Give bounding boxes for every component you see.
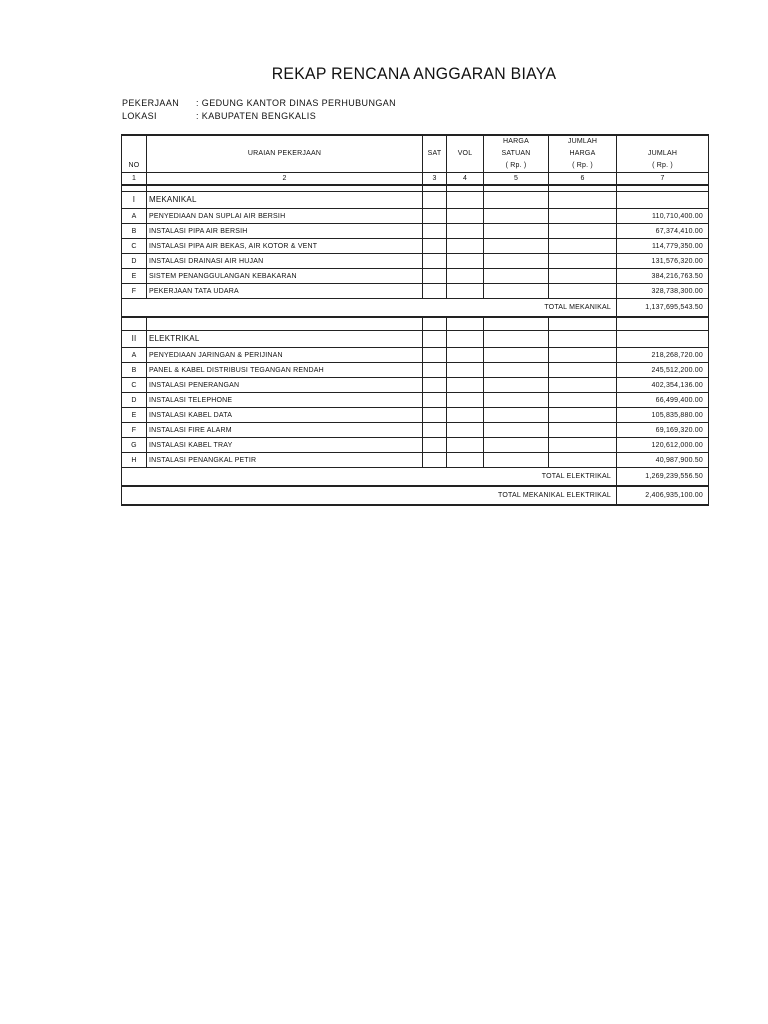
item-harga-satuan — [484, 393, 549, 408]
item-sat — [423, 378, 447, 393]
item-harga-satuan — [484, 209, 549, 224]
section-title: MEKANIKAL — [147, 192, 423, 209]
item-jumlah: 218,268,720.00 — [617, 348, 709, 363]
page-title: REKAP RENCANA ANGGARAN BIAYA — [271, 64, 557, 83]
item-no: H — [122, 453, 147, 468]
item-vol — [447, 239, 484, 254]
colnum: 2 — [147, 173, 423, 186]
grand-total-row — [122, 486, 709, 505]
item-no: A — [122, 348, 147, 363]
item-harga-satuan — [484, 453, 549, 468]
item-harga-satuan — [484, 378, 549, 393]
item-jumlah-harga — [549, 269, 617, 284]
rab-table — [121, 134, 709, 506]
blank-row — [122, 317, 709, 331]
item-vol — [447, 284, 484, 299]
table-row — [122, 408, 709, 423]
header-uraian: URAIAN PEKERJAAN — [147, 148, 423, 160]
header-row-2 — [122, 148, 709, 160]
item-harga-satuan — [484, 224, 549, 239]
table-row — [122, 363, 709, 378]
item-jumlah-harga — [549, 284, 617, 299]
colnum: 7 — [617, 173, 709, 186]
section-no: II — [122, 331, 147, 348]
header-row-1 — [122, 135, 709, 148]
item-sat — [423, 239, 447, 254]
item-jumlah: 40,987,900.50 — [617, 453, 709, 468]
item-vol — [447, 408, 484, 423]
item-no: D — [122, 393, 147, 408]
item-harga-satuan — [484, 438, 549, 453]
header-jumlah: JUMLAH — [549, 135, 617, 148]
total-mekanikal-label: TOTAL MEKANIKAL — [147, 299, 617, 318]
item-jumlah: 66,499,400.00 — [617, 393, 709, 408]
item-vol — [447, 348, 484, 363]
item-jumlah-harga — [549, 408, 617, 423]
column-numbers-row — [122, 173, 709, 186]
item-no: F — [122, 423, 147, 438]
total-mekanikal-row — [122, 299, 709, 318]
item-desc: INSTALASI PENANGKAL PETIR — [147, 453, 423, 468]
item-vol — [447, 423, 484, 438]
item-sat — [423, 269, 447, 284]
item-sat — [423, 393, 447, 408]
item-jumlah: 245,512,200.00 — [617, 363, 709, 378]
item-desc: PENYEDIAAN JARINGAN & PERIJINAN — [147, 348, 423, 363]
item-jumlah: 402,354,136.00 — [617, 378, 709, 393]
item-jumlah: 105,835,880.00 — [617, 408, 709, 423]
item-jumlah: 114,779,350.00 — [617, 239, 709, 254]
item-jumlah-harga — [549, 254, 617, 269]
item-no: G — [122, 438, 147, 453]
item-desc: INSTALASI KABEL TRAY — [147, 438, 423, 453]
total-elektrikal-value: 1,269,239,556.50 — [617, 468, 709, 487]
item-harga-satuan — [484, 269, 549, 284]
table-row — [122, 254, 709, 269]
item-jumlah: 328,738,300.00 — [617, 284, 709, 299]
item-vol — [447, 224, 484, 239]
item-vol — [447, 254, 484, 269]
item-sat — [423, 438, 447, 453]
header-rp-3: ( Rp. ) — [617, 160, 709, 173]
item-vol — [447, 363, 484, 378]
item-desc: INSTALASI PIPA AIR BERSIH — [147, 224, 423, 239]
lokasi-value: : KABUPATEN BENGKALIS — [196, 111, 317, 121]
mekanikal-items — [122, 209, 709, 299]
pekerjaan-label: PEKERJAAN — [122, 98, 180, 108]
item-desc: PANEL & KABEL DISTRIBUSI TEGANGAN RENDAH — [147, 363, 423, 378]
header-rp-1: ( Rp. ) — [484, 160, 549, 173]
item-harga-satuan — [484, 408, 549, 423]
table-row — [122, 269, 709, 284]
item-no: B — [122, 363, 147, 378]
item-sat — [423, 408, 447, 423]
header-no: NO — [122, 160, 147, 173]
header-rp-2: ( Rp. ) — [549, 160, 617, 173]
grand-total-value: 2,406,935,100.00 — [617, 486, 709, 505]
item-jumlah-harga — [549, 224, 617, 239]
item-jumlah-harga — [549, 209, 617, 224]
item-desc: INSTALASI PIPA AIR BEKAS, AIR KOTOR & VENT — [147, 239, 423, 254]
item-harga-satuan — [484, 254, 549, 269]
item-harga-satuan — [484, 363, 549, 378]
colnum: 6 — [549, 173, 617, 186]
item-desc: INSTALASI DRAINASI AIR HUJAN — [147, 254, 423, 269]
total-elektrikal-label: TOTAL ELEKTRIKAL — [147, 468, 617, 487]
lokasi-label: LOKASI — [122, 111, 157, 121]
total-elektrikal-row — [122, 468, 709, 487]
item-sat — [423, 209, 447, 224]
table-row — [122, 284, 709, 299]
item-jumlah-harga — [549, 378, 617, 393]
item-jumlah: 131,576,320.00 — [617, 254, 709, 269]
item-vol — [447, 438, 484, 453]
header-satuan: SATUAN — [484, 148, 549, 160]
item-vol — [447, 378, 484, 393]
item-harga-satuan — [484, 284, 549, 299]
item-no: E — [122, 269, 147, 284]
item-harga-satuan — [484, 423, 549, 438]
table-row — [122, 453, 709, 468]
item-no: F — [122, 284, 147, 299]
item-vol — [447, 209, 484, 224]
table-row — [122, 423, 709, 438]
item-sat — [423, 284, 447, 299]
header-jumlah-col: JUMLAH — [617, 148, 709, 160]
colnum: 1 — [122, 173, 147, 186]
colnum: 5 — [484, 173, 549, 186]
item-jumlah-harga — [549, 363, 617, 378]
colnum: 4 — [447, 173, 484, 186]
header-harga: HARGA — [484, 135, 549, 148]
total-mekanikal-value: 1,137,695,543.50 — [617, 299, 709, 318]
item-harga-satuan — [484, 348, 549, 363]
item-desc: INSTALASI PENERANGAN — [147, 378, 423, 393]
header-sat: SAT — [423, 148, 447, 160]
table-row — [122, 438, 709, 453]
item-desc: INSTALASI KABEL DATA — [147, 408, 423, 423]
item-no: A — [122, 209, 147, 224]
item-desc: INSTALASI TELEPHONE — [147, 393, 423, 408]
header-harga-2: HARGA — [549, 148, 617, 160]
item-sat — [423, 423, 447, 438]
item-no: B — [122, 224, 147, 239]
table-row — [122, 393, 709, 408]
table-row — [122, 348, 709, 363]
info-pekerjaan — [122, 98, 396, 108]
item-jumlah-harga — [549, 453, 617, 468]
item-vol — [447, 269, 484, 284]
item-sat — [423, 363, 447, 378]
header-row-3 — [122, 160, 709, 173]
item-sat — [423, 254, 447, 269]
item-desc: SISTEM PENANGGULANGAN KEBAKARAN — [147, 269, 423, 284]
item-no: E — [122, 408, 147, 423]
item-vol — [447, 453, 484, 468]
section-no: I — [122, 192, 147, 209]
item-jumlah: 384,216,763.50 — [617, 269, 709, 284]
header-vol: VOL — [447, 148, 484, 160]
table-row — [122, 239, 709, 254]
colnum: 3 — [423, 173, 447, 186]
item-vol — [447, 393, 484, 408]
item-sat — [423, 348, 447, 363]
item-jumlah-harga — [549, 239, 617, 254]
item-desc: PENYEDIAAN DAN SUPLAI AIR BERSIH — [147, 209, 423, 224]
grand-total-label: TOTAL MEKANIKAL ELEKTRIKAL — [122, 486, 617, 505]
item-no: D — [122, 254, 147, 269]
table-row — [122, 224, 709, 239]
item-jumlah: 69,169,320.00 — [617, 423, 709, 438]
info-lokasi — [122, 111, 316, 121]
item-sat — [423, 453, 447, 468]
section-title: ELEKTRIKAL — [147, 331, 423, 348]
item-desc: PEKERJAAN TATA UDARA — [147, 284, 423, 299]
item-jumlah-harga — [549, 348, 617, 363]
item-sat — [423, 224, 447, 239]
item-jumlah: 67,374,410.00 — [617, 224, 709, 239]
item-jumlah-harga — [549, 393, 617, 408]
table-row — [122, 209, 709, 224]
item-jumlah-harga — [549, 438, 617, 453]
item-jumlah: 110,710,400.00 — [617, 209, 709, 224]
item-no: C — [122, 378, 147, 393]
item-no: C — [122, 239, 147, 254]
item-harga-satuan — [484, 239, 549, 254]
section-mekanikal — [122, 192, 709, 209]
item-jumlah: 120,612,000.00 — [617, 438, 709, 453]
pekerjaan-value: : GEDUNG KANTOR DINAS PERHUBUNGAN — [196, 98, 397, 108]
section-elektrikal — [122, 331, 709, 348]
elektrikal-items — [122, 348, 709, 468]
item-desc: INSTALASI FIRE ALARM — [147, 423, 423, 438]
table-row — [122, 378, 709, 393]
item-jumlah-harga — [549, 423, 617, 438]
